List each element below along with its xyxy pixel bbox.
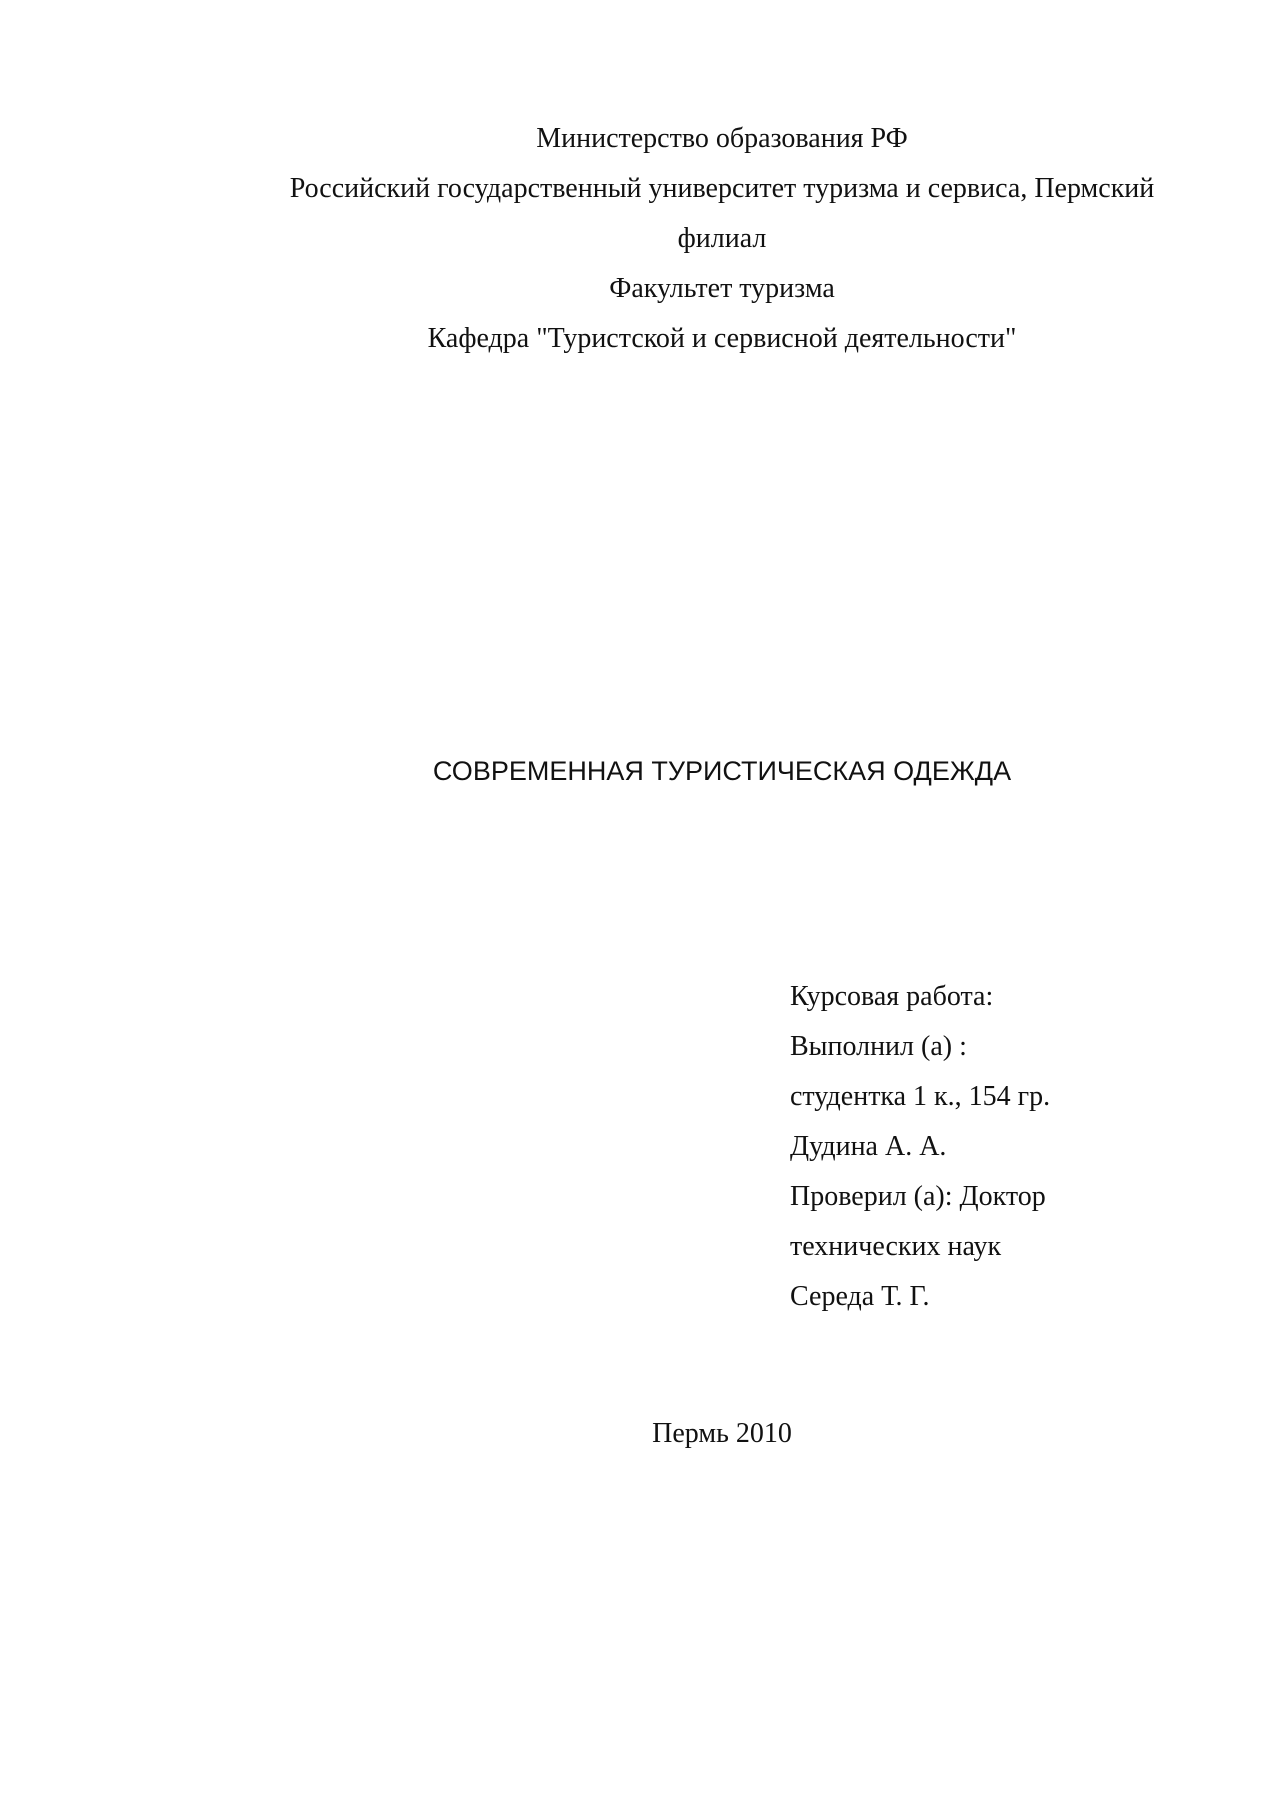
- work-type: Курсовая работа:: [790, 981, 994, 1012]
- ministry-line: Министерство образования РФ: [536, 123, 908, 154]
- checker-name: Середа Т. Г.: [790, 1281, 930, 1312]
- city-year: Пермь 2010: [652, 1418, 792, 1449]
- performed-by-label: Выполнил (а) :: [790, 1031, 967, 1062]
- university-line-1: Российский государственный университет туризма и сервиса, Пермский: [289, 173, 1155, 204]
- checked-by-line-2: технических наук: [790, 1231, 1002, 1262]
- university-line-2: филиал: [677, 223, 767, 254]
- student-name: Дудина А. А.: [790, 1131, 947, 1162]
- department-line: Кафедра "Туристской и сервисной деятельности": [427, 323, 1017, 354]
- faculty-line: Факультет туризма: [609, 273, 835, 304]
- document-title: СОВРЕМЕННАЯ ТУРИСТИЧЕСКАЯ ОДЕЖДА: [432, 756, 1012, 786]
- checked-by-line-1: Проверил (а): Доктор: [790, 1181, 1046, 1212]
- student-group: студентка 1 к., 154 гр.: [790, 1081, 1051, 1112]
